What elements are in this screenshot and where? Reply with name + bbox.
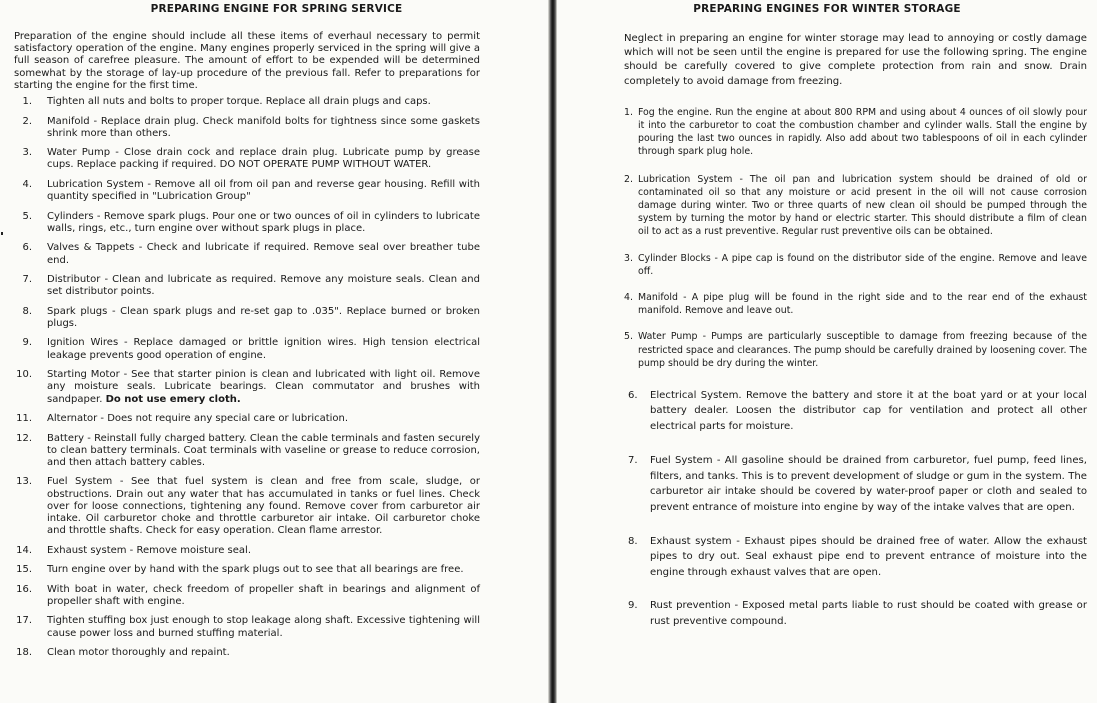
right-page bbox=[557, 0, 1097, 703]
spring-service-list bbox=[14, 96, 480, 659]
item-number: 12. bbox=[16, 432, 32, 444]
item-number: 15. bbox=[16, 564, 32, 576]
left-list-item bbox=[14, 413, 480, 425]
right-page-body bbox=[624, 32, 1087, 629]
item-number: 3. bbox=[624, 252, 633, 264]
left-list-item bbox=[14, 96, 480, 108]
item-number: 9. bbox=[22, 337, 32, 349]
item-text: Battery - Reinstall fully charged battery. Clean the cable terminals and fasten securely to clean battery terminals. Coat terminals with vaseline or grease to reduce corrosion, and then attach battery cables. bbox=[47, 432, 480, 468]
item-number: 17. bbox=[16, 615, 32, 627]
item-text: Water Pump - Pumps are particularly susceptible to damage from freezing because of the restricted space and clearances. The pump should be carefully drained by loosening cover. The pump should be dry during the winter. bbox=[638, 331, 1087, 369]
item-text: Water Pump - Close drain cock and replace drain plug. Lubricate pump by grease cups. Replace packing if required. DO NOT OPERATE PUMP WITHOUT WATER. bbox=[47, 147, 480, 171]
item-number: 2. bbox=[624, 173, 633, 185]
item-number: 5. bbox=[624, 331, 633, 343]
item-number: 4. bbox=[22, 178, 32, 190]
left-list-item bbox=[14, 476, 480, 537]
right-list-item bbox=[624, 106, 1087, 159]
item-number: 2. bbox=[22, 115, 32, 127]
item-number: 11. bbox=[16, 413, 32, 425]
left-list-item bbox=[14, 179, 480, 203]
item-number: 13. bbox=[16, 476, 32, 488]
left-list-item bbox=[14, 369, 480, 406]
right-list-item bbox=[624, 330, 1087, 370]
item-text: Rust prevention - Exposed metal parts liable to rust should be coated with grease or rust preventive compound. bbox=[650, 600, 1087, 627]
item-text: Lubrication System - Remove all oil from oil pan and reverse gear housing. Refill with quantity specified in "Lubrication Group" bbox=[47, 178, 480, 203]
item-number: 8. bbox=[628, 535, 638, 547]
item-text: Clean motor thoroughly and repaint. bbox=[47, 647, 230, 659]
left-list-item bbox=[14, 615, 480, 639]
book-gutter bbox=[548, 0, 557, 703]
left-list-item bbox=[14, 306, 480, 330]
left-list-item bbox=[14, 147, 480, 171]
right-list-item bbox=[624, 453, 1087, 515]
item-number: 18. bbox=[16, 647, 32, 659]
item-text: Exhaust system - Exhaust pipes should be drained free of water. Allow the exhaust pipes to dry out. Seal exhaust pipe end to prevent entrance of moisture into the engine through exhaust valves that are open. bbox=[650, 535, 1087, 578]
right-list-item bbox=[624, 173, 1087, 239]
item-text: Fog the engine. Run the engine at about 800 RPM and using about 4 ounces of oil slowly pour it into the carburetor to coat the combustion chamber and cylinder walls. Stall the engine by pouring the last two ounces in rapidly. Also add about two tablespoons of oil in each cylinder through spark plug hole. bbox=[638, 106, 1087, 158]
item-number: 9. bbox=[628, 600, 638, 612]
item-text: Spark plugs - Clean spark plugs and re-set gap to .035". Replace burned or broken plugs. bbox=[47, 305, 480, 329]
left-list-item bbox=[14, 274, 480, 298]
item-number: 4. bbox=[624, 292, 633, 304]
right-list-item bbox=[624, 388, 1087, 434]
item-number: 6. bbox=[22, 242, 32, 254]
item-text: Tighten all nuts and bolts to proper torque. Replace all drain plugs and caps. bbox=[47, 96, 431, 108]
right-page-title: PREPARING ENGINES FOR WINTER STORAGE bbox=[693, 3, 961, 15]
item-text: Electrical System. Remove the battery and store it at the boat yard or at your local battery dealer. Loosen the distributor cap for ventilation and protect all other electrical parts for moisture. bbox=[650, 390, 1087, 432]
item-text: Turn engine over by hand with the spark plugs out to see that all bearings are free. bbox=[47, 564, 464, 576]
item-text: Fuel System - All gasoline should be drained from carburetor, fuel pump, feed lines, filters, and tanks. This is to prevent development of sludge or gum in the system. The carburetor air intake should be covered by water-proof paper or cloth and sealed to prevent entrance of moisture into engine by way of the intake valves that are open. bbox=[650, 455, 1087, 513]
item-text: Cylinders - Remove spark plugs. Pour one or two ounces of oil in cylinders to lubricate walls, rings, etc., turn engine over without spark plugs in place. bbox=[47, 210, 480, 234]
left-list-item bbox=[14, 564, 480, 576]
item-text: Fuel System - See that fuel system is clean and free from scale, sludge, or obstructions. Drain out any water that has accumulated in tanks or fuel lines. Check over for loose connections, tightening any found. Remove cover from carburetor air intake. Oil carburetor choke and throttle carburetor air intake. Oil carburetor choke and throttle shafts. Check for easy operation. Clean flame arrestor. bbox=[47, 476, 480, 537]
right-list-item bbox=[624, 598, 1087, 629]
item-number: 1. bbox=[22, 96, 32, 108]
item-number: 5. bbox=[22, 210, 32, 222]
left-list-item bbox=[14, 584, 480, 608]
winter-storage-list bbox=[624, 106, 1087, 629]
right-intro-paragraph: Neglect in preparing an engine for winter storage may lead to annoying or costly damage which will not be seen until the engine is prepared for use the following spring. The engine should be carefully covered to give complete protection from rain and snow. Drain completely to avoid damage from freezing. bbox=[624, 33, 1087, 87]
left-list-item bbox=[14, 337, 480, 361]
left-page-title: PREPARING ENGINE FOR SPRING SERVICE bbox=[150, 3, 403, 15]
item-number: 16. bbox=[16, 583, 32, 595]
item-text: Cylinder Blocks - A pipe cap is found on the distributor side of the engine. Remove and leave off. bbox=[638, 252, 1087, 277]
item-number: 6. bbox=[628, 390, 638, 402]
scan-speck bbox=[1, 232, 3, 235]
left-list-item bbox=[14, 545, 480, 557]
left-list-item bbox=[14, 116, 480, 140]
right-list-item bbox=[624, 252, 1087, 278]
right-list-item bbox=[624, 534, 1087, 580]
item-text: Valves & Tappets - Check and lubricate if required. Remove seal over breather tube end. bbox=[47, 242, 480, 266]
item-bold-note: Do not use emery cloth. bbox=[105, 393, 241, 405]
left-page-body bbox=[14, 31, 480, 667]
item-number: 3. bbox=[22, 147, 32, 159]
item-text: Exhaust system - Remove moisture seal. bbox=[47, 544, 252, 556]
item-text: Distributor - Clean and lubricate as required. Remove any moisture seals. Clean and set distributor points. bbox=[47, 274, 480, 298]
left-intro-paragraph: Preparation of the engine should include all these items of everhaul necessary to permit satisfactory operation of the engine. Many engines properly serviced in the spring will give a full season of carefree pleasure. The amount of effort to be expended will be determined somewhat by the storage of lay-up procedure of the previous fall. Refer to preparations for starting the engine for the first time. bbox=[14, 31, 480, 91]
item-text: Alternator - Does not require any special care or lubrication. bbox=[47, 413, 349, 425]
item-number: 8. bbox=[22, 305, 32, 317]
item-number: 7. bbox=[22, 274, 32, 286]
item-text: Manifold - Replace drain plug. Check manifold bolts for tightness since some gaskets shrink more than others. bbox=[47, 115, 480, 139]
item-text: Tighten stuffing box just enough to stop leakage along shaft. Excessive tightening will cause power loss and burned stuffing material. bbox=[47, 615, 480, 639]
left-list-item bbox=[14, 242, 480, 266]
left-list-item bbox=[14, 647, 480, 659]
item-number: 7. bbox=[628, 455, 638, 467]
left-list-item bbox=[14, 433, 480, 470]
item-text: Ignition Wires - Replace damaged or brittle ignition wires. High tension electrical leakage prevents good operation of engine. bbox=[47, 337, 480, 361]
right-list-item bbox=[624, 291, 1087, 317]
item-number: 1. bbox=[624, 106, 633, 118]
item-number: 14. bbox=[16, 544, 32, 556]
left-list-item bbox=[14, 211, 480, 235]
item-text: With boat in water, check freedom of propeller shaft in bearings and alignment of propeller shaft with engine. bbox=[47, 583, 480, 607]
item-text: Lubrication System - The oil pan and lubrication system should be drained of old or contaminated oil so that any moisture or acid present in the oil will not cause corrosion damage during winter. Two or three quarts of new clean oil should be pumped through the system by turning the motor by hand or electric starter. This should distribute a film of clean oil to act as a rust preventive. Regular rust preventive oils can be obtained. bbox=[638, 173, 1087, 238]
item-text: Starting Motor - See that starter pinion is clean and lubricated with light oil. Remove any moisture seals. Lubricate bearings. Clean commutator and brushes with sandpaper. bbox=[47, 369, 480, 405]
item-number: 10. bbox=[16, 369, 32, 381]
item-text: Manifold - A pipe plug will be found in the right side and to the rear end of the exhaust manifold. Remove and leave out. bbox=[638, 292, 1087, 317]
